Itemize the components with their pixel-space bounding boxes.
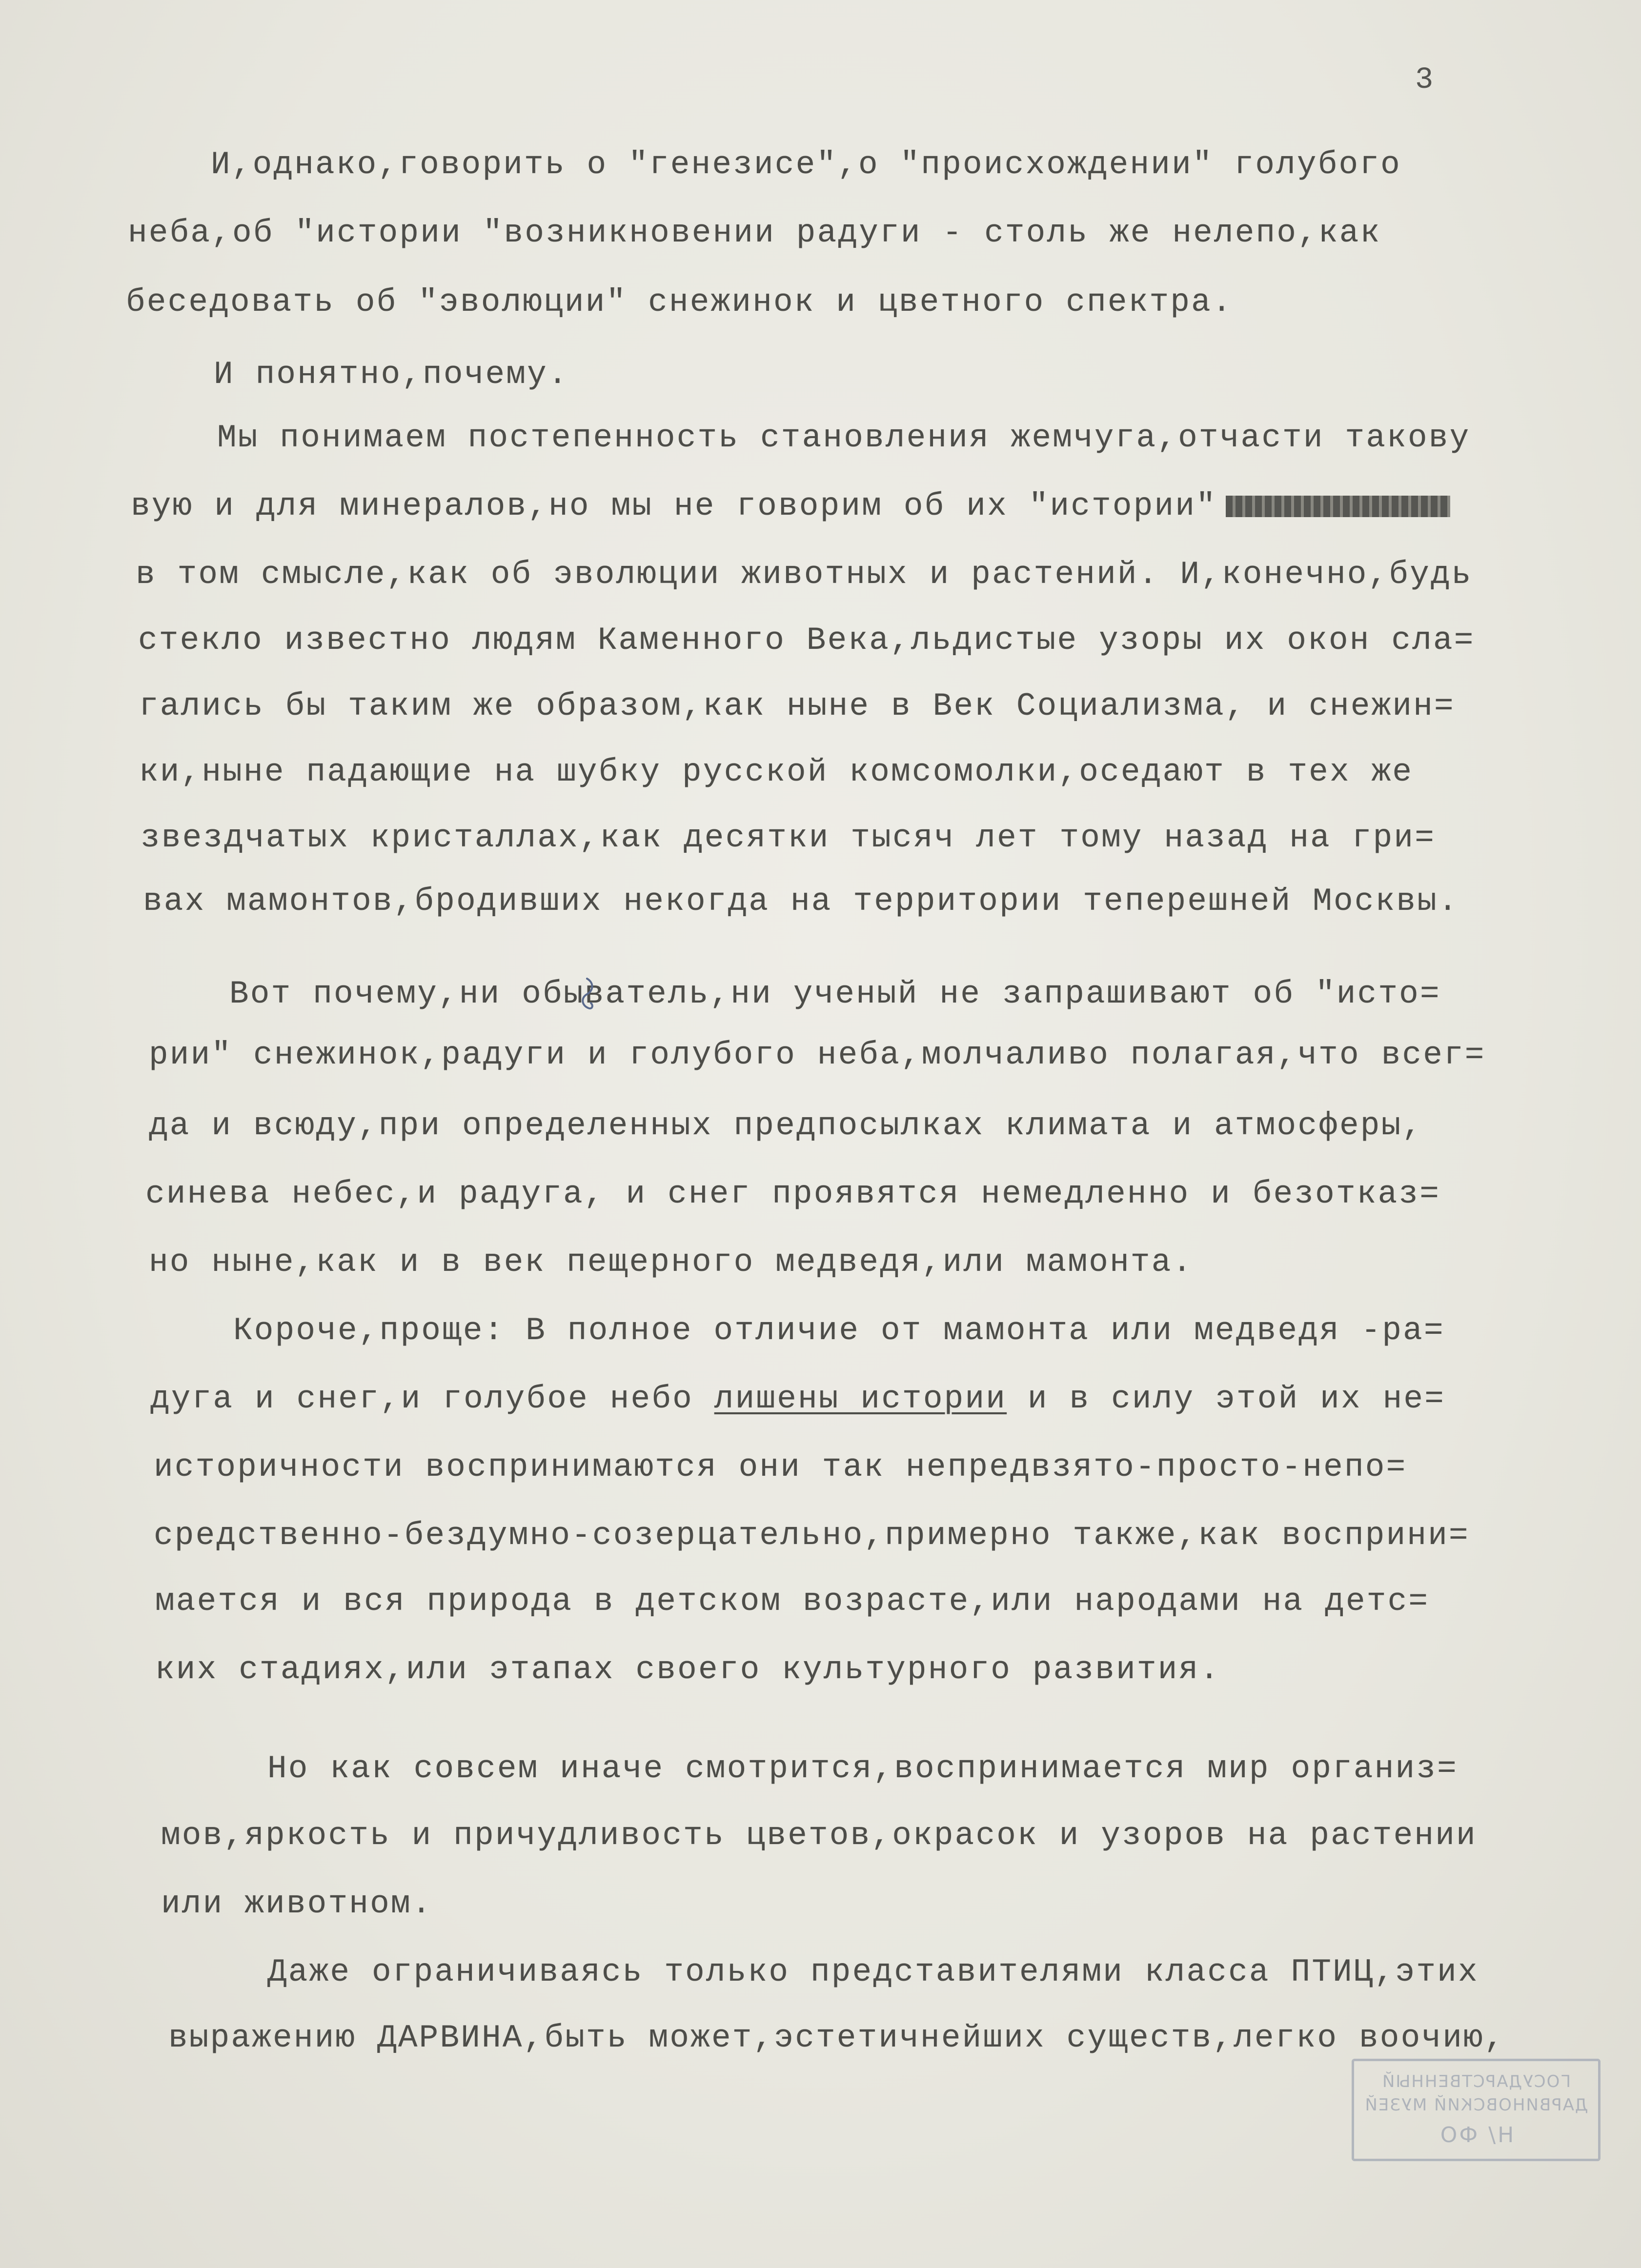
text-line: звездчатых кристаллах,как десятки тысяч лет тому назад на гри= — [141, 820, 1436, 856]
text-line: мов,яркость и причудливость цветов,окрасок и узоров на растении — [161, 1817, 1477, 1854]
text-line: гались бы таким же образом,как ныне в Век Социализма, и снежин= — [139, 688, 1455, 724]
text-line: или животном. — [161, 1886, 433, 1922]
text-line: вах мамонтов,бродивших некогда на территории теперешней Москвы. — [143, 883, 1459, 920]
underlined-phrase: лишены истории — [714, 1381, 1007, 1417]
struck-out-text — [1226, 496, 1450, 517]
text-line: ки,ныне падающие на шубку русской комсомолки,оседают в тех же — [139, 754, 1414, 790]
text-line: мается и вся природа в детском возрасте,или народами на детс= — [155, 1583, 1430, 1620]
text-line: в том смысле,как об эволюции животных и растений. И,конечно,будь — [136, 556, 1473, 593]
text-line: средственно-бездумно-созерцательно,примерно также,как восприни= — [154, 1517, 1470, 1554]
text-line: неба,об "истории "возникновении радуги - столь же нелепо,как — [128, 215, 1381, 251]
text-line: Мы понимаем постепенность становления жемчуга,отчасти такову — [217, 420, 1471, 456]
stamp-text: Н/ ФО — [1438, 2123, 1514, 2148]
handwritten-correction-mark — [577, 976, 597, 1014]
text-line: синева небес,и радуга, и снег проявятся немедленно и безотказ= — [145, 1176, 1440, 1212]
text-line: да и всюду,при определенных предпосылках климата и атмосферы, — [149, 1107, 1423, 1144]
text-line: Но как совсем иначе смотрится,воспринимается мир организ= — [267, 1750, 1458, 1787]
text-line: стекло известно людям Каменного Века,льдистые узоры их окон сла= — [138, 622, 1475, 659]
text-line: историчности воспринимаются они так непредвзято-просто-непо= — [154, 1449, 1407, 1485]
text-line: Вот почему,ни обыватель,ни ученый не запрашивают об "исто= — [229, 976, 1441, 1012]
text-line: Короче,проще: В полное отличие от мамонта или медведя -ра= — [233, 1312, 1445, 1349]
text-line: но ныне,как и в век пещерного медведя,или мамонта. — [149, 1244, 1194, 1281]
text-line: рии" снежинок,радуги и голубого неба,молчаливо полагая,что всег= — [149, 1037, 1486, 1073]
text-line: беседовать об "эволюции" снежинок и цветного спектра. — [126, 284, 1233, 321]
museum-stamp — [1352, 2059, 1600, 2161]
text-line: выражению ДАРВИНА,быть может,эстетичнейших существ,легко воочию, — [168, 2020, 1505, 2056]
text-fragment: дуга и снег,и голубое небо — [150, 1381, 693, 1417]
stamp-text: ДАРВИНОВСКИЙ МУЗЕЙ — [1364, 2095, 1588, 2115]
text-line: И понятно,почему. — [214, 356, 569, 393]
text-line: Даже ограничиваясь только представителями класса ПТИЦ,этих — [267, 1954, 1479, 1990]
text-line: И,однако,говорить о "генезисе",о "происхождении" голубого — [211, 146, 1401, 183]
text-line — [131, 488, 1450, 524]
text-fragment: вую и для минералов,но мы не говорим об их "истории" — [131, 488, 1217, 524]
text-fragment: и в силу этой их не= — [1027, 1381, 1446, 1417]
text-line — [150, 1381, 1445, 1417]
text-line: ких стадиях,или этапах своего культурного развития. — [155, 1651, 1221, 1688]
page-number: 3 — [1415, 62, 1435, 97]
stamp-text: ГОСУДАРСТВЕННЫЙ — [1381, 2072, 1571, 2091]
